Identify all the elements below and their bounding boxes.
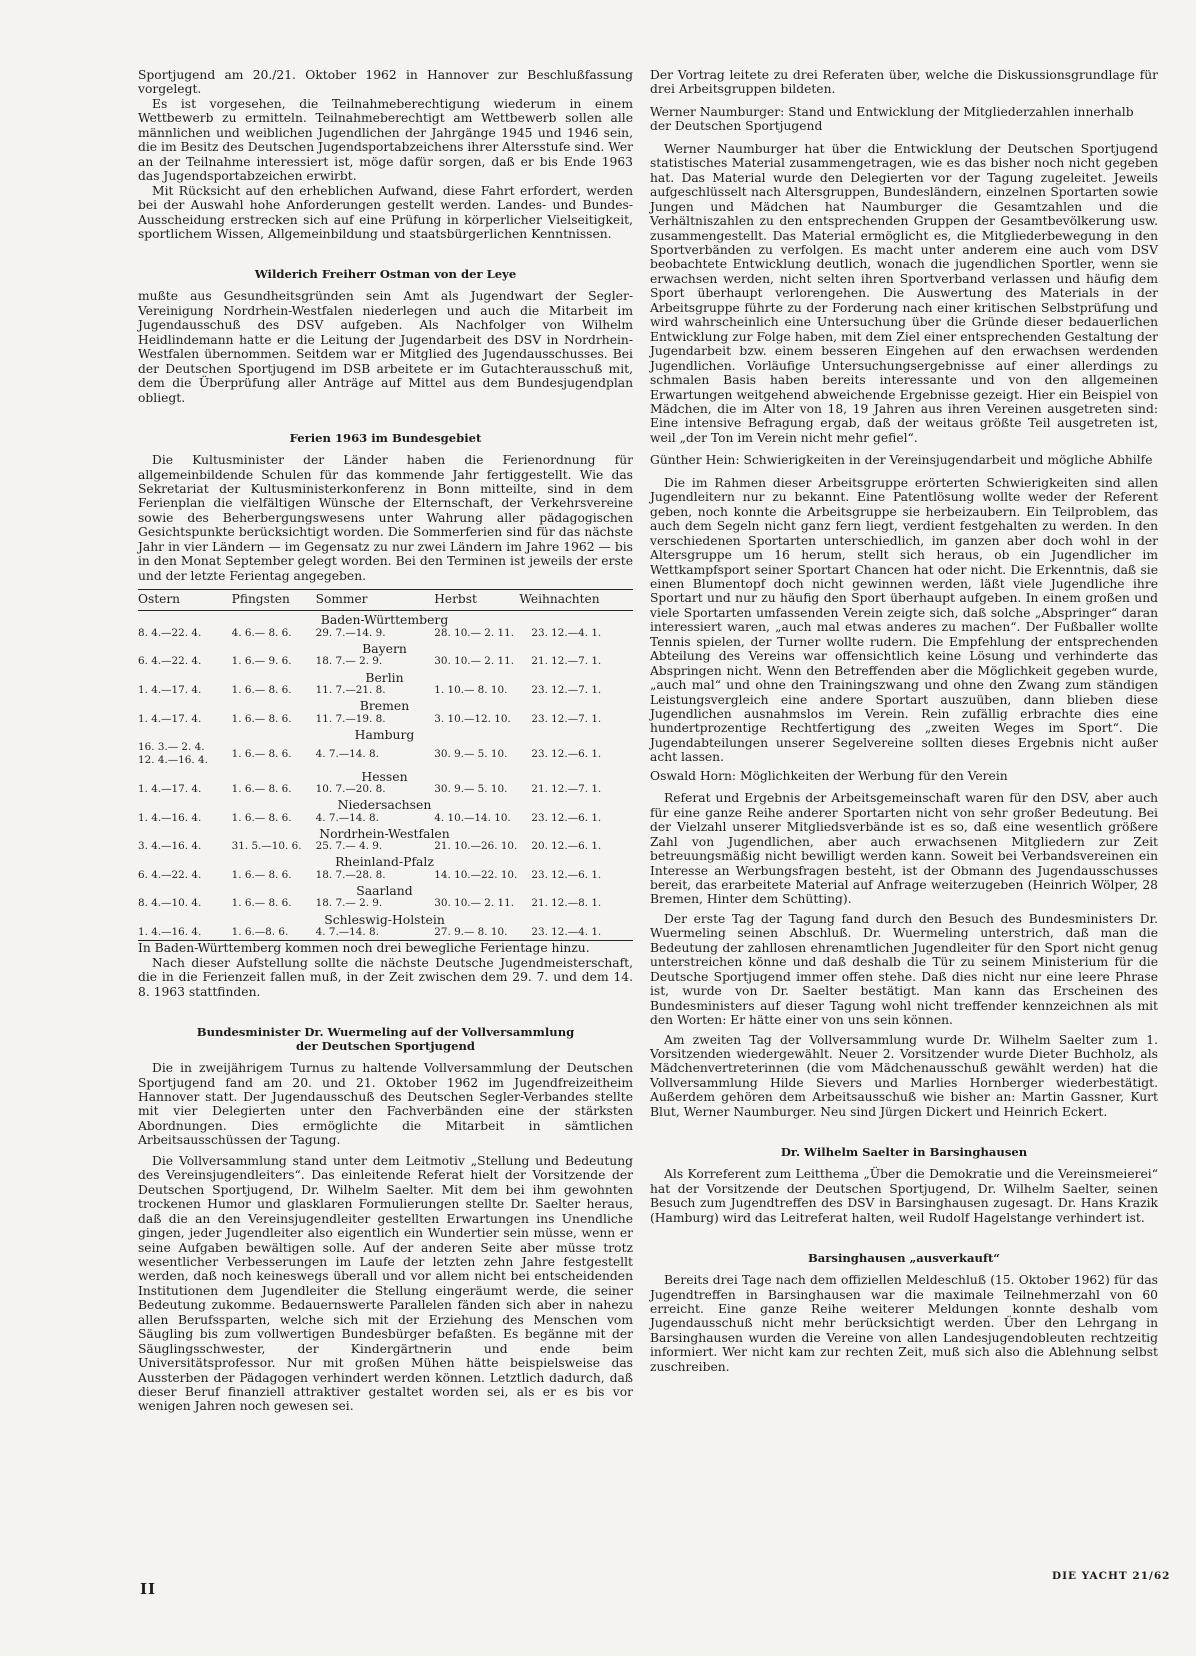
- date-cell: 1. 6.— 9. 6.: [231, 655, 292, 668]
- date-cell: 23. 12.—7. 1.: [531, 683, 602, 696]
- date-cell: 8. 4.—10. 4.: [138, 897, 202, 910]
- date-cell: 23. 12.—6. 1.: [531, 747, 602, 760]
- date-cell: 30. 10.— 2. 11.: [434, 897, 515, 910]
- dates-row: [138, 684, 633, 697]
- talk-title-naumburger: Werner Naumburger: Stand und Entwicklung der Mitgliederzahlen innerhalb der Deutschen Sportjugend: [650, 104, 1134, 134]
- barsinghausen-paragraph: Bereits drei Tage nach dem offiziellen Meldeschluß (15. Oktober 1962) für das Jugendtreffen in Barsinghausen war die maximale Teilnehmerzahl von 60 erreicht. Eine ganze Reihe weiterer Meldungen konnte deshalb vom Jugendausschuß nicht mehr berücksichtigt werden. Über den Lehrgang in Barsinghausen wurden die Vereine von allen Landesjugendobleuten rechtzeitig informiert. Wer nicht kam zur rechten Zeit, muß sich also die Ablehnung selbst zuschreiben.: [650, 1273, 1158, 1374]
- date-cell: 10. 7.—20. 8.: [315, 783, 386, 795]
- dates-row: [138, 627, 633, 640]
- date-cell: 1. 4.—17. 4.: [138, 712, 202, 725]
- date-cell: 1. 4.—16. 4.: [138, 926, 232, 941]
- state-row: [138, 640, 633, 655]
- date-cell: 25. 7.— 4. 9.: [315, 840, 383, 853]
- section-heading-line: Bundesminister Dr. Wuermeling auf der Vollversammlung: [196, 1025, 575, 1040]
- horn-paragraph: Am zweiten Tag der Vollversammlung wurde Dr. Wilhelm Saelter zum 1. Vorsitzenden wiedergewählt. Neuer 2. Vorsitzender wurde Dieter Buchholz, als Mädchenvertreterinnen (die vom Mädchenausschuß gewählt werden) hat die Vollversammlung Hilde Sievers und Marlies Hornberger wiederbestätigt. Außerdem gehören dem Arbeitsausschuß wie bisher an: Martin Gassner, Kurt Blut, Werner Naumburger. Neu sind Jürgen Dickert und Heinrich Eckert.: [650, 1032, 1158, 1119]
- date-cell: 4. 10.—14. 10.: [434, 811, 511, 824]
- dates-row: [138, 926, 633, 941]
- date-cell: 23. 12.—6. 1.: [531, 868, 602, 881]
- date-cell: 18. 7.— 2. 9.: [315, 655, 383, 668]
- state-name: Hessen: [361, 768, 408, 784]
- state-row: [138, 669, 633, 684]
- date-cell: 1. 6.—8. 6.: [232, 926, 316, 941]
- intro-paragraph: Mit Rücksicht auf den erheblichen Aufwand, diese Fahrt erfordert, werden bei der Auswahl hohe Anforderungen gestellt werden. Landes- und Bundes-Ausscheidung erstrecken sich auf eine Prüfung in körperlicher Vielseitigkeit, sportlichem Wissen, Allgemeinbildung und staatsbürgerlichen Kenntnissen.: [138, 183, 633, 241]
- date-cell: 1. 4.—17. 4.: [138, 783, 202, 795]
- state-name: Nordrhein-Westfalen: [319, 825, 450, 841]
- state-name: Berlin: [365, 669, 404, 685]
- date-cell: 6. 4.—22. 4.: [138, 868, 202, 881]
- date-cell: 23. 12.—4. 1.: [519, 926, 633, 941]
- table-footnote: In Baden-Württemberg kommen noch drei bewegliche Ferientage hinzu.: [138, 941, 590, 956]
- column-header-pfingsten: Pfingsten: [232, 590, 316, 611]
- date-cell: 4. 6.— 8. 6.: [231, 626, 292, 639]
- state-name: Bayern: [362, 640, 407, 656]
- dates-row: [138, 741, 633, 767]
- right-column: [650, 68, 1158, 1374]
- date-cell: 8. 4.—22. 4.: [138, 626, 202, 639]
- dates-row: [138, 869, 633, 882]
- date-cell: 1. 6.— 8. 6.: [231, 897, 292, 910]
- date-cell: 4. 7.—14. 8.: [315, 811, 379, 824]
- date-cell: 30. 10.— 2. 11.: [434, 655, 515, 668]
- wuermeling-paragraph: Die in zweijährigem Turnus zu haltende Vollversammlung der Deutschen Sportjugend fand am 20. und 21. Oktober 1962 im Jugendfreizeitheim Hannover statt. Der Jugendausschuß des Deutschen Segler-Verbandes stellte mit vier Delegierten unter den Fachverbänden eine der stärksten Abordnungen. Dies ermöglichte die Mitarbeit in sämtlichen Arbeitsausschüssen der Tagung.: [138, 1061, 633, 1148]
- date-cell: 21. 12.—7. 1.: [531, 655, 602, 668]
- left-column: [138, 68, 633, 1414]
- wuermeling-paragraph: Die Vollversammlung stand unter dem Leitmotiv „Stellung und Bedeutung des Vereinsjugendleiters“. Das einleitende Referat hielt der Vorsitzende der Deutschen Sportjugend, Dr. Wilhelm Saelter. Mit dem bei ihm gewohnten trockenen Humor und glasklaren Formulierungen stellte Dr. Saelter heraus, daß die an den Vereinsjugendleiter gestellten Erwartungen ins Unendliche gingen, jeder Jugendleiter also eigentlich ein Wundertier sein müsse, wenn er seine Aufgaben bewältigen solle. Auf der anderen Seite aber müsse trotz wesentlicher Verbesserungen im Laufe der letzten zehn Jahre festgestellt werden, daß noch keineswegs überall und vor allem nicht bei entscheidenden Institutionen dem Jugendleiter die Stellung eingeräumt werde, die seiner Bedeutung zukomme. Bedauernswerte Parallelen fänden sich aber in nahezu allen Berufssparten, welche sich mit der Erziehung des Menschen vom Säugling bis zum vollwertigen Bundesbürger befaßten. Es begänne mit der Säuglingsschwester, der Kindergärtnerin und ende beim Universitätsprofessor. Nur mit großen Mühen hätte beispielsweise das Aussterben der Pädagogen verhindert werden können. Letztlich dadurch, daß dieser Beruf finanziell attraktiver gestaltet worden sei, als er es bis vor wenigen Jahren noch gewesen sei.: [138, 1153, 633, 1414]
- state-name: Schleswig-Holstein: [324, 911, 445, 927]
- date-cell: 1. 6.— 8. 6.: [231, 811, 292, 824]
- state-row: [138, 911, 633, 926]
- ferien-paragraph: Die Kultusminister der Länder haben die Ferienordnung für allgemeinbildende Schulen für das kommende Jahr fertiggestellt. Wie das Sekretariat der Kultusministerkonferenz in Bonn mitteilte, sind in dem Ferienplan die vielfältigen Wünsche der Elternschaft, der Verkehrsvereine sowie des Beherbergungswesens unter Wahrung aller pädagogischen Gesichtspunkte berücksichtigt worden. Die Sommerferien sind für das nächste Jahr in vier Ländern — im Gegensatz zu nur zwei Ländern im Jahre 1962 — bis in den Monat September gelegt worden. Bei den Terminen ist jeweils der erste und der letzte Ferientag angegeben.: [138, 453, 633, 583]
- state-name: Niedersachsen: [337, 797, 432, 813]
- state-name: Rheinland-Pfalz: [335, 854, 434, 870]
- column-header-herbst: Herbst: [424, 590, 519, 611]
- date-cell: 23. 12.—6. 1.: [531, 811, 602, 824]
- date-cell: 30. 9.— 5. 10.: [434, 783, 508, 795]
- date-cell: 29. 7.—14. 9.: [315, 626, 386, 639]
- date-cell: 1. 6.— 8. 6.: [231, 747, 292, 760]
- intro-continuation: Sportjugend am 20./21. Oktober 1962 in Hannover zur Beschlußfassung vorgelegt.: [138, 68, 633, 97]
- date-cell: 23. 12.—7. 1.: [531, 712, 602, 725]
- state-row: [138, 697, 633, 712]
- section-heading-line: der Deutschen Sportjugend: [295, 1039, 476, 1054]
- holiday-table: [138, 589, 633, 941]
- date-cell: 30. 9.— 5. 10.: [434, 747, 508, 760]
- section-heading-wuermeling: [138, 1025, 633, 1053]
- date-cell: 11. 7.—19. 8.: [315, 712, 386, 725]
- date-cell: 4. 7.—14. 8.: [315, 747, 379, 760]
- magazine-footer: DIE YACHT 21/62: [1052, 1570, 1171, 1582]
- date-cell: 1. 4.—17. 4.: [138, 683, 202, 696]
- date-cell: 27. 9.— 8. 10.: [424, 926, 519, 941]
- page-number: II: [140, 1580, 157, 1598]
- dates-row: [138, 812, 633, 825]
- date-cell: 3. 4.—16. 4.: [138, 840, 202, 853]
- date-cell: 18. 7.—28. 8.: [315, 868, 386, 881]
- date-cell: 3. 10.—12. 10.: [434, 712, 511, 725]
- horn-paragraph: Der erste Tag der Tagung fand durch den Besuch des Bundesministers Dr. Wuermeling seinen Abschluß. Dr. Wuermeling unterstrich, daß man die Bedeutung der zahllosen ehrenamtlichen Jugendleiter für den Sport nicht genug unterstreichen könne und daß deshalb die Tür zu seinem Ministerium für die Deutsche Sportjugend immer offen stehe. Daß dies nicht nur eine leere Phrase ist, wurde von Dr. Saelter bestätigt. Man kann das Erscheinen des Bundesministers auf dieser Tagung wohl nicht treffender kennzeichnen als mit den Worten: Er hätte einer von uns sein können.: [650, 911, 1158, 1028]
- state-name: Baden-Württemberg: [320, 612, 449, 628]
- state-row: [138, 796, 633, 811]
- date-cell: 31. 5.—10. 6.: [231, 840, 302, 853]
- date-cell: 1. 6.— 8. 6.: [231, 712, 292, 725]
- date-cell: 14. 10.—22. 10.: [434, 868, 518, 881]
- date-cell: 21. 12.—8. 1.: [531, 897, 602, 910]
- intro-paragraph: Der Vortrag leitete zu drei Referaten über, welche die Diskussionsgrundlage für drei Arbeitsgruppen bildeten.: [650, 68, 1158, 97]
- date-cell: 20. 12.—6. 1.: [531, 840, 602, 853]
- date-cell: 23. 12.—4. 1.: [531, 626, 602, 639]
- state-row: [138, 768, 633, 783]
- state-name: Saarland: [356, 883, 413, 899]
- date-cell: 1. 6.— 8. 6.: [231, 683, 292, 696]
- state-row: [138, 611, 633, 627]
- talk-title-hein: Günther Hein: Schwierigkeiten in der Vereinsjugendarbeit und mögliche Abhilfe: [650, 453, 1153, 468]
- dates-row: [138, 897, 633, 910]
- saelter-paragraph: Als Korreferent zum Leitthema „Über die Demokratie und die Vereinsmeierei“ hat der Vorsitzende der Deutschen Sportjugend, Dr. Wilhelm Saelter, seinen Besuch zum Jugendtreffen des DSV in Barsinghausen zugesagt. Dr. Hans Krazik (Hamburg) wird das Leitreferat halten, weil Rudolf Hagelstange verhindert ist.: [650, 1167, 1158, 1225]
- section-heading-barsinghausen: Barsinghausen „ausverkauft“: [808, 1251, 1000, 1266]
- date-cell: 21. 10.—26. 10.: [434, 840, 518, 853]
- section-heading-saelter: Dr. Wilhelm Saelter in Barsinghausen: [780, 1145, 1028, 1160]
- state-name: Hamburg: [354, 726, 415, 742]
- date-cell: 11. 7.—21. 8.: [315, 683, 386, 696]
- state-row: [138, 825, 633, 840]
- date-cell: 16. 3.— 2. 4. 12. 4.—16. 4.: [138, 741, 208, 767]
- dates-row: [138, 783, 633, 796]
- date-cell: 1. 6.— 8. 6.: [231, 783, 292, 795]
- date-cell: 1. 10.— 8. 10.: [434, 683, 508, 696]
- state-row: [138, 853, 633, 868]
- date-cell: 6. 4.—22. 4.: [138, 655, 202, 668]
- state-row: [138, 882, 633, 897]
- date-cell: 1. 6.— 8. 6.: [231, 868, 292, 881]
- date-cell: 18. 7.— 2. 9.: [315, 897, 383, 910]
- after-table-paragraph: Nach dieser Aufstellung sollte die nächste Deutsche Jugendmeisterschaft, die in die Ferienzeit fallen muß, in der Zeit zwischen dem 29. 7. und dem 14. 8. 1963 stattfinden.: [138, 955, 633, 999]
- intro-paragraph: Es ist vorgesehen, die Teilnahmeberechtigung wiederum in einem Wettbewerb zu ermitteln. Teilnahmeberechtigt am Wettbewerb sollen alle männlichen und weiblichen Jugendlichen der Jahrgänge 1945 und 1946 sein, die im Besitz des Deutschen Jugendsportabzeichens ihrer Altersstufe sind. Wer an der Teilnahme interessiert ist, möge dafür sorgen, daß er bis Ende 1963 das Jugendsportabzeichen erwirbt.: [138, 96, 633, 184]
- talk-title-horn: Oswald Horn: Möglichkeiten der Werbung für den Verein: [650, 768, 1008, 783]
- naumburger-paragraph: Werner Naumburger hat über die Entwicklung der Deutschen Sportjugend statistisches Material zusammengetragen, wie es das bisher noch nicht gegeben hat. Das Material wurde den Delegierten vor der Tagung zugeleitet. Jeweils aufgeschlüsselt nach Altersgruppen, Bundesländern, einzelnen Sportarten sowie Jungen und Mädchen hat Naumburger die Gesamtzahlen und die Verhältniszahlen zu den entsprechenden Gruppen der Gesamtbevölkerung usw. zusammengestellt. Das Material ermöglicht es, die Mitgliederbewegung in den Sportverbänden zu verfolgen. Es macht unter anderem eine auch vom DSV beobachtete Entwicklung deutlich, wonach die jugendlichen Sportler, wenn sie erwachsen werden, nicht selten ihren Sportverband verlassen und häufig dem Sport überhaupt verlorengehen. Die Auswertung des Materials in der Arbeitsgruppe führte zu der Forderung nach einer kritischen Selbstprüfung und wird wahrscheinlich eine Untersuchung über die Gründe dieser bedauerlichen Entwicklung zur Folge haben, mit dem Ziel einer entsprechenden Gestaltung der Jugendarbeit bzw. einem besseren Eingehen auf den erwachsen werdenden Jugendlichen. Vorläufige Untersuchungsergebnisse auf einer allerdings zu schmalen Basis haben bereits interessante und von den allgemeinen Erwartungen weitgehend abweichende Ergebnisse gezeigt. Hier ein Beispiel von Mädchen, die im Alter von 18, 19 Jahren aus ihren Vereinen ausgetreten sind: Eine intensive Befragung ergab, daß der weitaus größte Teil ausgetreten ist, weil „der Ton im Verein nicht mehr gefiel“.: [650, 141, 1158, 445]
- date-cell: 4. 7.—14. 8.: [316, 926, 425, 941]
- dates-row: [138, 655, 633, 668]
- section-heading-ferien: Ferien 1963 im Bundesgebiet: [289, 431, 482, 446]
- column-header-ostern: Ostern: [138, 590, 232, 611]
- dates-row: [138, 713, 633, 726]
- state-name: Bremen: [359, 698, 410, 714]
- section-heading-leye: Wilderich Freiherr Ostman von der Leye: [254, 267, 517, 282]
- horn-paragraph: Referat und Ergebnis der Arbeitsgemeinschaft waren für den DSV, aber auch für eine ganze Reihe anderer Sportarten nicht von sehr großer Bedeutung. Bei der Vielzahl unserer Mitgliedsverbände ist es so, daß eine wesentlich größere Zahl von Jugendlichen, aber auch erwachsenen Mitgliedern zur Zeit betreuungsmäßig nicht bewilligt werden kann. Soweit bei Verbandsvereinen ein Interesse an Werbungsfragen besteht, ist der Obmann des Jugendausschusses bereit, das erarbeitete Material auf Anfrage weiterzugeben (Heinrich Wölper, 28 Bremen, Hinter dem Schütting).: [650, 791, 1158, 907]
- column-header-sommer: Sommer: [316, 590, 425, 611]
- date-cell: 21. 12.—7. 1.: [531, 783, 602, 795]
- leye-paragraph: mußte aus Gesundheitsgründen sein Amt als Jugendwart der Segler-Vereinigung Nordrhein-Westfalen niederlegen und auch die Mitarbeit im Jugendausschuß des DSV aufgeben. Als Nachfolger von Wilhelm Heidlindemann hatte er die Leitung der Jugendarbeit des DSV in Nordrhein-Westfalen übernommen. Seitdem war er Mitglied des Jugendausschusses. Bei der Deutschen Sportjugend im DSB arbeitete er im Gutachterausschuß mit, dem die Überprüfung aller Anträge auf Mittel aus dem Bundesjugendplan obliegt.: [138, 289, 633, 405]
- date-cell: 1. 4.—16. 4.: [138, 811, 202, 824]
- state-row: [138, 726, 633, 741]
- date-cell: 28. 10.— 2. 11.: [434, 626, 515, 639]
- holiday-table-header: [138, 590, 633, 611]
- hein-paragraph: Die im Rahmen dieser Arbeitsgruppe erörterten Schwierigkeiten sind allen Jugendleitern nur zu bekannt. Eine Patentlösung wollte weder der Referent geben, noch konnte die Arbeitsgruppe sie herbeizaubern. Ein Teilproblem, das auch dem Segeln nicht ganz fern liegt, verdient festgehalten zu werden. In den verschiedenen Sportarten unterschiedlich, im ganzen aber doch wohl in der Altersgruppe um 16 herum, stellt sich heraus, ob ein Jugendlicher im Wettkampfsport seiner Sportart Chancen hat oder nicht. Die Erkenntnis, daß sie einen Blumentopf doch nicht gewinnen werden, läßt viele Jugendliche ihre Sportart und nur zu häufig den Sport überhaupt aufgeben. In einem großen und viele Sportarten umfassenden Verein zeigte sich, daß solche „Abspringer“ daran interessiert waren, „auch mal etwas anderes zu machen“. Der Fußballer wollte Tennis spielen, der Turner wollte rudern. Die Empfehlung der entsprechenden Abteilung des Vereins war offensichtlich keine Lösung und verhinderte das Abspringen nicht. Wenn den Betreffenden aber die Möglichkeit gegeben wurde, „auch mal“ und ohne den Trainingszwang und ohne den Zwang zum ständigen Leistungsvergleich eine andere Sportart auszuüben, dann blieben diese Jugendlichen ausnahmslos im Verein. Rein zufällig erbrachte dies eine hundertprozentige Rechtfertigung des „zweiten Weges im Sport“. Die Jugendabteilungen unserer Segelvereine sollten dieses Ergebnis nicht außer acht lassen.: [650, 475, 1158, 765]
- dates-row: [138, 840, 633, 853]
- column-header-weihnachten: Weihnachten: [519, 590, 633, 611]
